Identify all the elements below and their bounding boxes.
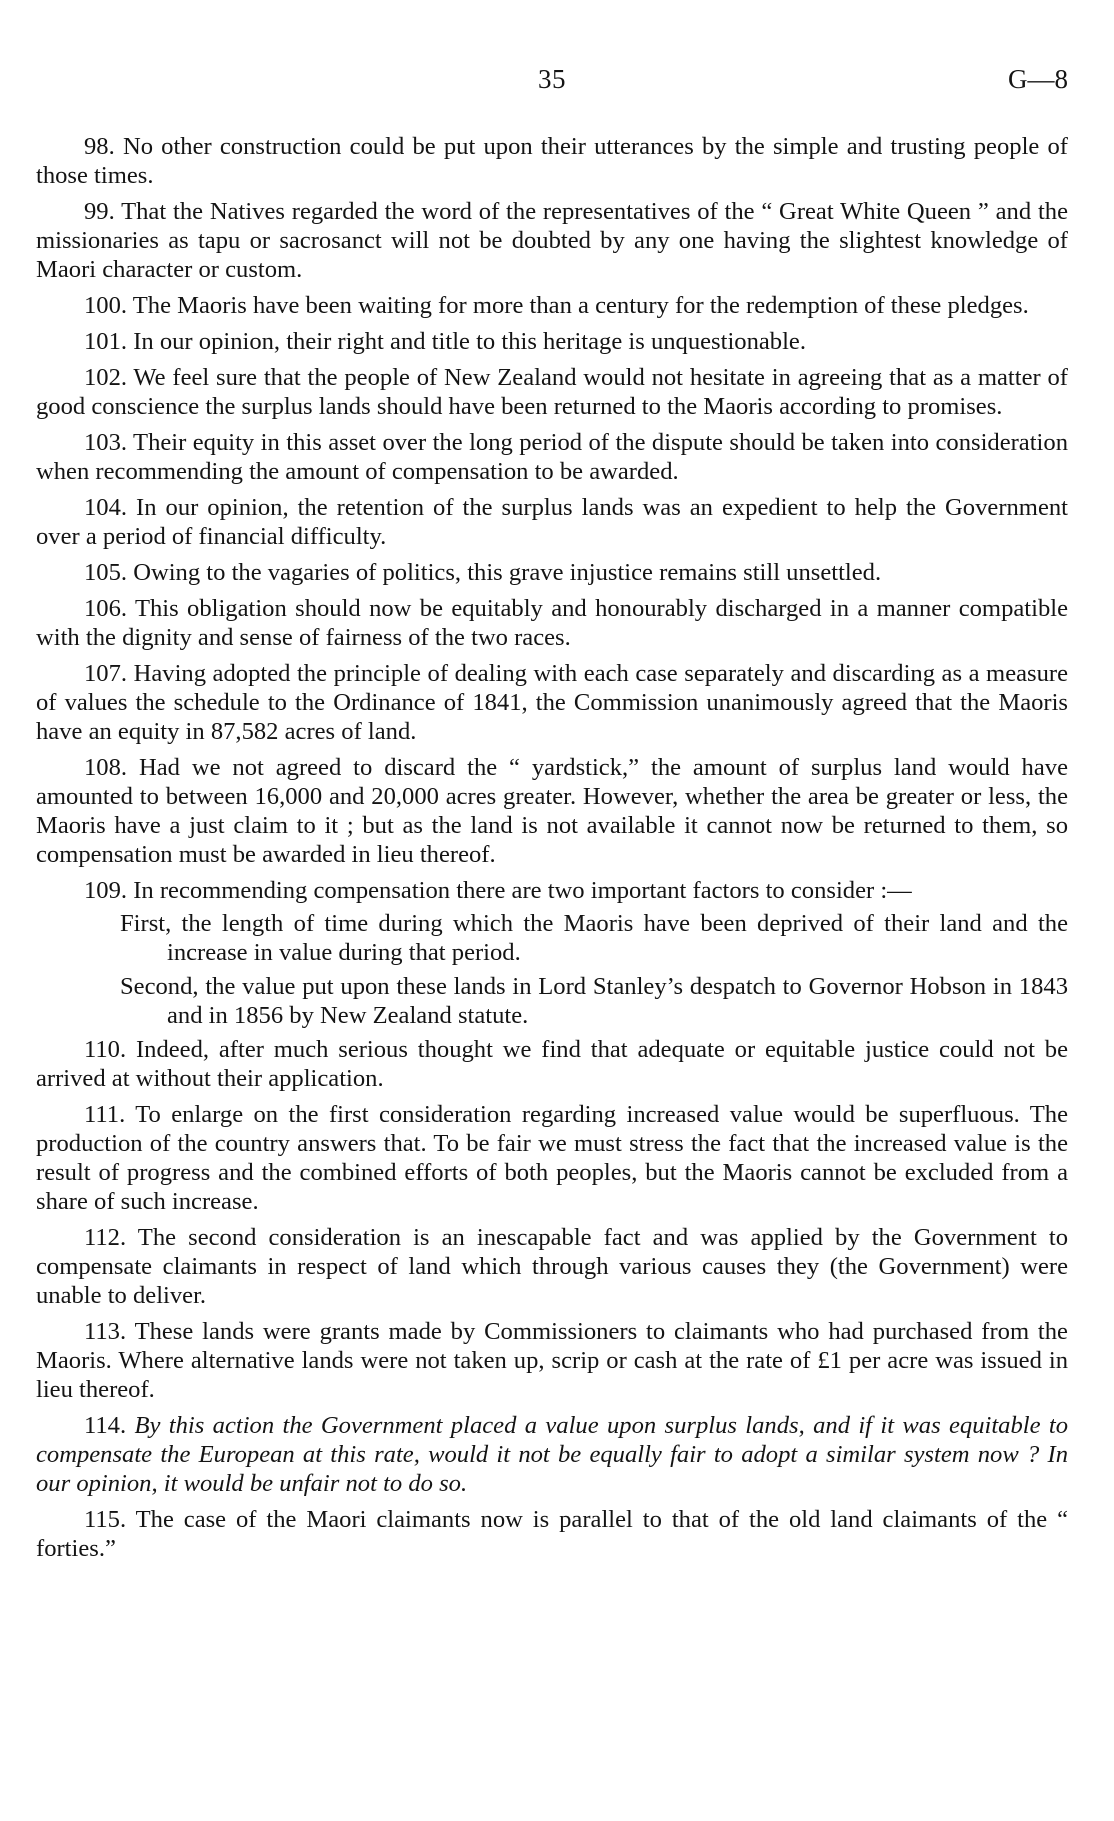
paragraph-109	[36, 876, 1068, 905]
factor-first: First, the length of time during which the Maoris have been deprived of their land and the increase in value during that period.	[120, 910, 1068, 966]
paragraph-99	[36, 197, 1068, 284]
paragraph-number: 98.	[84, 133, 115, 160]
paragraph-text: Their equity in this asset over the long period of the dispute should be taken into consideration when recommending the amount of compensation to be awarded.	[36, 429, 1068, 485]
document-page	[36, 60, 1068, 1570]
document-body	[36, 132, 1068, 1563]
paragraph-number: 110.	[84, 1036, 127, 1063]
paragraph-text: The second consideration is an inescapable fact and was applied by the Government to compensate claimants in respect of land which through various causes they (the Government) were unable to deliver.	[36, 1224, 1068, 1309]
paragraph-text: The case of the Maori claimants now is parallel to that of the old land claimants of the “ forties.”	[36, 1506, 1068, 1562]
paragraph-text: We feel sure that the people of New Zealand would not hesitate in agreeing that as a matter of good conscience the surplus lands should have been returned to the Maoris according to promises.	[36, 364, 1068, 420]
paragraph-98	[36, 132, 1068, 190]
paragraph-text: Had we not agreed to discard the “ yardstick,” the amount of surplus land would have amounted to between 16,000 and 20,000 acres greater. However, whether the area be greater or less, the Maoris have a just claim to it ; but as the land is not available it cannot now be returned to them, so compensation must be awarded in lieu thereof.	[36, 754, 1068, 868]
paragraph-number: 113.	[84, 1318, 127, 1345]
paragraph-100	[36, 291, 1068, 320]
paragraph-105	[36, 558, 1068, 587]
paragraph-number: 101.	[84, 328, 128, 355]
paragraph-number: 104.	[84, 494, 128, 521]
paragraph-101	[36, 327, 1068, 356]
paragraph-number: 112.	[84, 1224, 127, 1251]
paragraph-text: This obligation should now be equitably and honourably discharged in a manner compatible with the dignity and sense of fairness of the two races.	[36, 595, 1068, 651]
paragraph-number: 102.	[84, 364, 128, 391]
paragraph-text: In our opinion, the retention of the surplus lands was an expedient to help the Government over a period of financial difficulty.	[36, 494, 1068, 550]
paragraph-number: 99.	[84, 198, 115, 225]
paragraph-number: 111.	[84, 1101, 126, 1128]
paragraph-text: Indeed, after much serious thought we find that adequate or equitable justice could not be arrived at without their application.	[36, 1036, 1068, 1092]
paragraph-106	[36, 594, 1068, 652]
page-header	[36, 60, 1068, 106]
factor-second: Second, the value put upon these lands in Lord Stanley’s despatch to Governor Hobson in 1843 and in 1856 by New Zealand statute.	[120, 973, 1068, 1029]
paragraph-text: To enlarge on the first consideration regarding increased value would be superfluous. The production of the country answers that. To be fair we must stress the fact that the increased value is the result of progress and the combined efforts of both peoples, but the Maoris cannot be excluded from a share of such increase.	[36, 1101, 1068, 1215]
paragraph-110	[36, 1035, 1068, 1093]
paragraph-number: 107.	[84, 660, 128, 687]
paragraph-number: 100.	[84, 292, 128, 319]
paragraph-number: 105.	[84, 559, 128, 586]
paragraph-number: 106.	[84, 595, 128, 622]
paragraph-number: 103.	[84, 429, 128, 456]
paragraph-text: In recommending compensation there are two important factors to consider :—	[133, 877, 912, 904]
document-reference: G—8	[1008, 64, 1068, 94]
paragraph-102	[36, 363, 1068, 421]
paragraph-text: In our opinion, their right and title to this heritage is unquestionable.	[133, 328, 806, 355]
paragraph-text: The Maoris have been waiting for more than a century for the redemption of these pledges.	[132, 292, 1029, 319]
paragraph-114	[36, 1411, 1068, 1498]
paragraph-text: These lands were grants made by Commissioners to claimants who had purchased from the Maoris. Where alternative lands were not taken up, scrip or cash at the rate of £1 per acre was issued in lieu thereof.	[36, 1318, 1068, 1403]
paragraph-number: 115.	[84, 1506, 127, 1533]
paragraph-111	[36, 1100, 1068, 1216]
paragraph-113	[36, 1317, 1068, 1404]
paragraph-number: 114.	[84, 1412, 127, 1439]
paragraph-text: Owing to the vagaries of politics, this grave injustice remains still unsettled.	[133, 559, 882, 586]
page-number: 35	[538, 64, 566, 94]
paragraph-104	[36, 493, 1068, 551]
paragraph-number: 109.	[84, 877, 128, 904]
paragraph-text: That the Natives regarded the word of the representatives of the “ Great White Queen ” and the missionaries as tapu or sacrosanct will not be doubted by any one having the slightest knowledge of Maori character or custom.	[36, 198, 1068, 283]
paragraph-103	[36, 428, 1068, 486]
paragraph-text: Having adopted the principle of dealing with each case separately and discarding as a measure of values the schedule to the Ordinance of 1841, the Commission unanimously agreed that the Maoris have an equity in 87,582 acres of land.	[36, 660, 1068, 745]
paragraph-number: 108.	[84, 754, 128, 781]
paragraph-text: By this action the Government placed a value upon surplus lands, and if it was equitable to compensate the European at this rate, would it not be equally fair to adopt a similar system now ? In our opinion, it would be unfair not to do so.	[36, 1412, 1068, 1497]
paragraph-108	[36, 753, 1068, 869]
paragraph-text: No other construction could be put upon their utterances by the simple and trusting people of those times.	[36, 133, 1068, 189]
paragraph-115	[36, 1505, 1068, 1563]
paragraph-107	[36, 659, 1068, 746]
paragraph-112	[36, 1223, 1068, 1310]
